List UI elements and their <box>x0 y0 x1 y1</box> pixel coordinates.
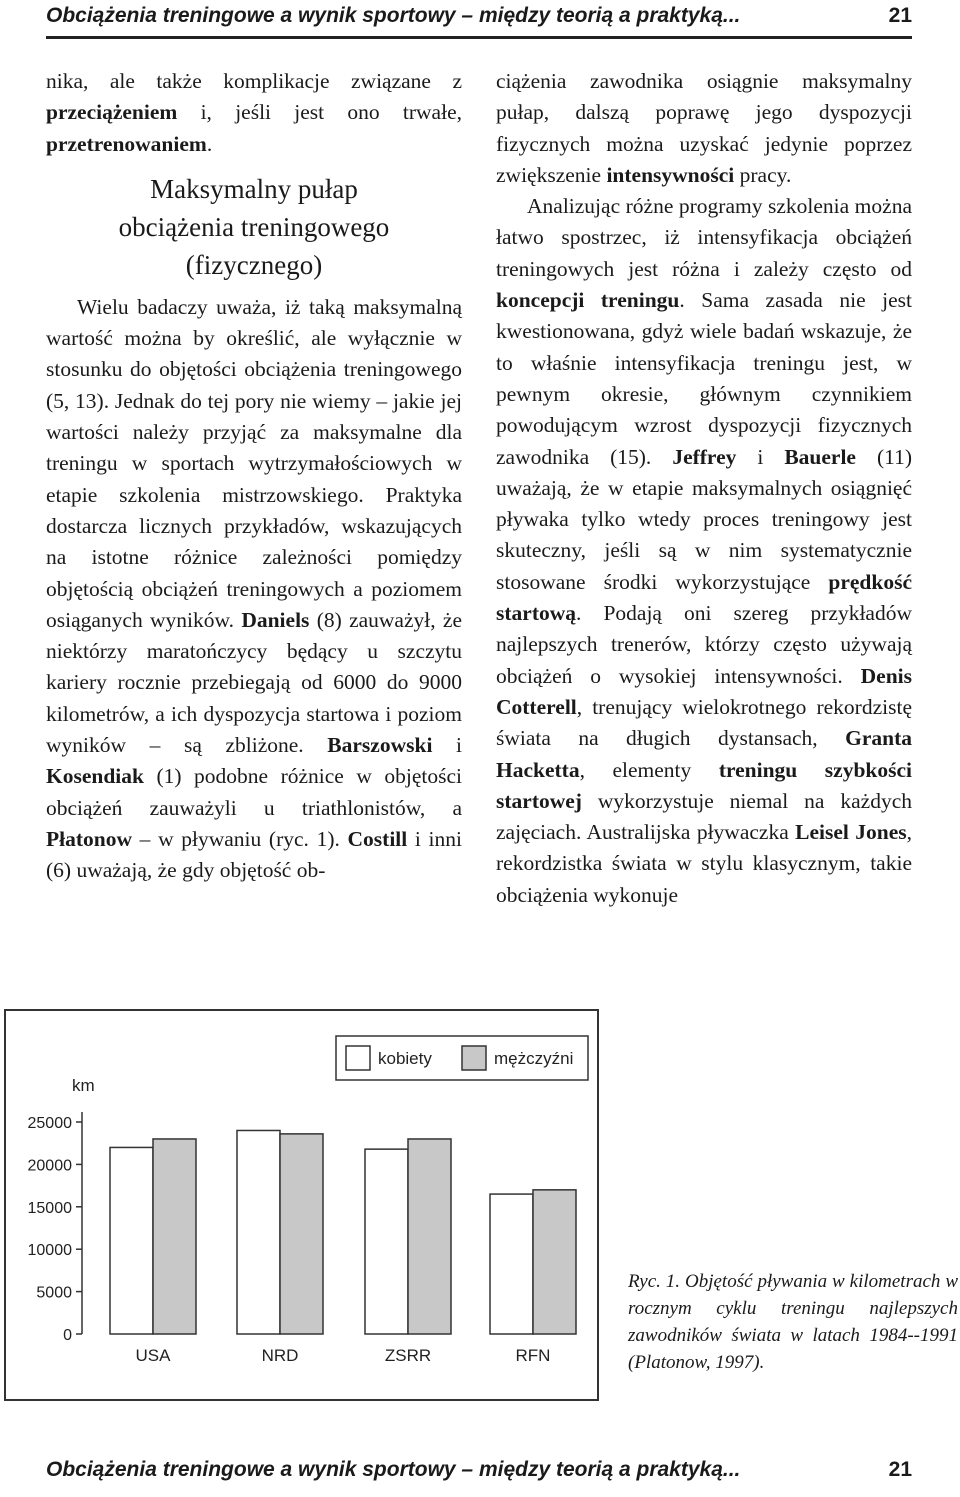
paragraph-intro-left: nika, ale także komplikacje związane z przeciążeniem i, jeśli jest ono trwałe, przetrenowaniem. <box>46 69 462 156</box>
x-tick-label: ZSRR <box>384 1346 432 1365</box>
y-tick-label: 10000 <box>27 1242 72 1260</box>
x-tick-label: RFN <box>515 1346 551 1365</box>
y-tick-label: 25000 <box>27 1115 72 1132</box>
page-number: 21 <box>888 4 912 27</box>
legend-label-mężczyźni: mężczyźni <box>494 1049 574 1068</box>
paragraph-max-volume: Wielu badaczy uważa, iż taką maksymalną wartość można by określić, ale wyłącznie w stosunku do objętości obciążenia treningowego (5, 13). Jednak do tej pory nie wiemy – jakie jej wartości należy przyjąć za maksymalne dla treningu w sportach wytrzymałościowych w etapie szkolenia mistrzowskiego. Praktyka dostarcza licznych przykładów, wskazujących na istotne różnice zależności pomiędzy objętością obciążeń treningowych a poziomem osiąganych wyników. Daniels (8) zauważył, że niektórzy maratończycy będący u szczytu kariery rocznie przebiegają od 6000 do 9000 kilometrów, a ich dyspozycja startowa i poziom wyników – są zbliżone. Barszowski i Kosendiak (1) podobne różnice w objętości obciążeń zauważyli u triathlonistów, a Płatonow – w pływaniu (ryc. 1). Costill i inni (6) uważają, że gdy objętość ob- <box>46 294 462 883</box>
bar-kobiety-rfn <box>490 1194 533 1334</box>
running-header <box>46 4 912 39</box>
footer-page-number: 21 <box>888 1458 912 1481</box>
y-tick-label: 5000 <box>36 1284 72 1302</box>
bar-mężczyźni-nrd <box>280 1134 323 1334</box>
bar-chart <box>6 1011 597 1399</box>
y-tick-label: 15000 <box>27 1199 72 1217</box>
y-axis-label: km <box>72 1076 95 1095</box>
bar-mężczyźni-rfn <box>533 1190 576 1334</box>
y-tick-label: 0 <box>63 1327 72 1344</box>
figure-caption: Ryc. 1. Objętość pływania w kilometrach w rocznym cyklu treningu najlepszych zawodników świata w latach 1984--1991 (Platonow, 1997). <box>628 1271 958 1373</box>
running-footer-title: Obciążenia treningowe a wynik sportowy – między teorią a praktyką... <box>46 1458 741 1481</box>
x-tick-label: NRD <box>261 1346 299 1365</box>
running-header-title: Obciążenia treningowe a wynik sportowy – między teorią a praktyką... <box>46 4 741 27</box>
bar-kobiety-zsrr <box>365 1149 408 1334</box>
right-column <box>496 66 912 911</box>
bar-kobiety-usa <box>110 1147 153 1334</box>
bar-mężczyźni-usa <box>153 1139 196 1334</box>
bar-kobiety-nrd <box>237 1130 280 1334</box>
figure-frame <box>4 1009 599 1401</box>
section-title: Maksymalny pułap obciążenia treningowego (fizycznego) <box>118 173 390 280</box>
legend-swatch-kobiety <box>346 1046 370 1070</box>
left-column <box>46 66 462 887</box>
paragraph-intensity: ciążenia zawodnika osiągnie maksymalny pułap, dalszą poprawę jego dyspozycji fizycznych można uzyskać jedynie poprzez zwiększenie intensywności pracy. <box>496 69 912 187</box>
bar-mężczyźni-zsrr <box>408 1139 451 1334</box>
y-tick-label: 20000 <box>27 1157 72 1175</box>
legend-swatch-mężczyźni <box>462 1046 486 1070</box>
legend-label-kobiety: kobiety <box>378 1049 432 1068</box>
x-tick-label: USA <box>135 1346 171 1365</box>
paragraph-programs: Analizując różne programy szkolenia można łatwo spostrzec, iż intensyfikacja obciążeń treningowych jest różna i zależy często od koncepcji treningu. Sama zasada nie jest kwestionowana, gdyż wiele badań wskazuje, że to właśnie intensyfikacja treningu jest, w pewnym okresie, głównym czynnikiem powodującym wzrost dyspozycji fizycznych zawodnika (15). Jeffrey i Bauerle (11) uważają, że w etapie maksymalnych osiągnięć pływaka tylko wtedy proces treningowy jest skuteczny, jeśli są w nim systematycznie stosowane środki wykorzystujące prędkość startową. Podają oni szereg przykładów najlepszych trenerów, którzy często używają obciążeń o wysokiej intensywności. Denis Cotterell, trenujący wielokrotnego rekordzistę świata na długich dystansach, Granta Hacketta, elementy treningu szybkości startowej wykorzystuje niemal na każdych zajęciach. Australijska pływaczka Leisel Jones, rekordzistka świata w stylu klasycznym, takie obciążenia wykonuje <box>496 194 912 907</box>
running-footer <box>46 1458 912 1490</box>
